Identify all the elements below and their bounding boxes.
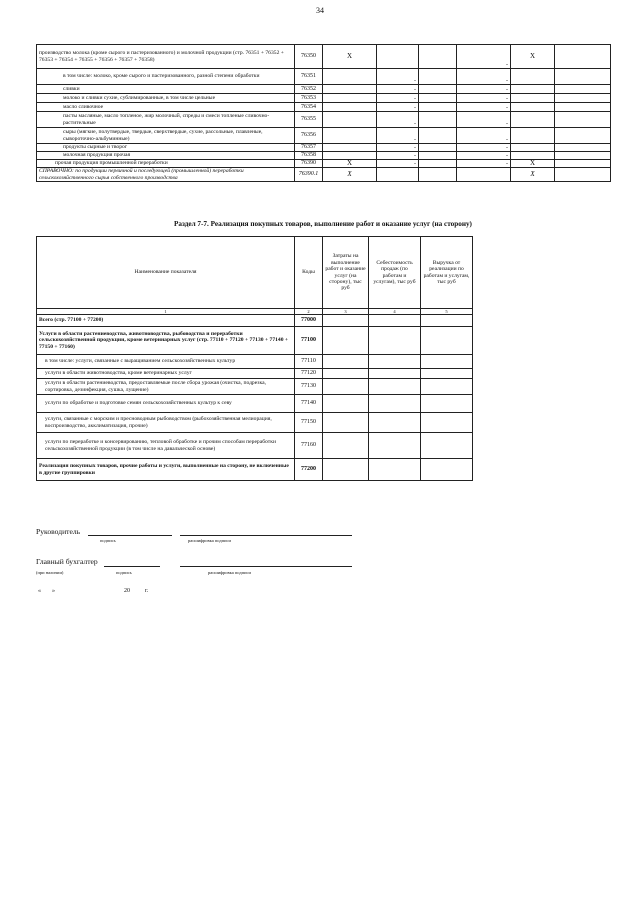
row-cell — [511, 69, 555, 85]
row-value-cell[interactable] — [421, 459, 473, 481]
row-label: услуги по переработке и консервированию, тепловой обработке и прочим способам переработки сельскохозяйственной продукции (в том числе на давальческой основе) — [37, 433, 295, 459]
row-cell — [555, 128, 611, 144]
accountant-sign-caption: подпись — [116, 570, 132, 575]
column-number: 5 — [421, 309, 473, 315]
row-code: 76350 — [295, 45, 323, 69]
row-cell: X — [511, 160, 555, 168]
table-row — [37, 395, 473, 413]
row-cell — [323, 85, 377, 94]
accountant-decode-caption: расшифровка подписи — [208, 570, 251, 575]
row-cell — [419, 94, 457, 103]
row-label: продукты сырные и творог — [37, 144, 295, 152]
row-label: Услуги в области растениеводства, животноводства, рыбоводства и переработки сельскохозяйственной продукции, кроме ветеринарных услуг (стр. 77110 + 77120 + 77130 + 77140 + 77150 + 77160) — [37, 327, 295, 355]
row-value-cell[interactable] — [323, 327, 369, 355]
column-number: 3 — [323, 309, 369, 315]
row-cell: - — [457, 160, 511, 168]
row-value-cell[interactable] — [369, 327, 421, 355]
row-cell — [511, 103, 555, 112]
row-code: 76351 — [295, 69, 323, 85]
row-cell — [377, 168, 419, 182]
row-cell: - — [457, 103, 511, 112]
row-code: 76352 — [295, 85, 323, 94]
row-cell — [555, 94, 611, 103]
header-indicator-name: Наименование показателя — [37, 237, 295, 309]
row-cell: - — [457, 94, 511, 103]
row-value-cell[interactable] — [323, 395, 369, 413]
row-cell — [323, 144, 377, 152]
row-cell: - — [457, 45, 511, 69]
row-value-cell[interactable] — [323, 369, 369, 379]
table-row — [37, 128, 611, 144]
row-value-cell[interactable] — [323, 413, 369, 433]
row-value-cell[interactable] — [421, 369, 473, 379]
row-value-cell[interactable] — [323, 355, 369, 369]
row-cell — [419, 160, 457, 168]
row-value-cell[interactable] — [323, 459, 369, 481]
row-label: молоко и сливки сухие, сублимированные, в том числе цельные — [37, 94, 295, 103]
row-value-cell[interactable] — [421, 379, 473, 395]
row-value-cell[interactable] — [369, 355, 421, 369]
row-code: 77200 — [295, 459, 323, 481]
row-code: 76354 — [295, 103, 323, 112]
row-cell — [511, 85, 555, 94]
table-row — [37, 152, 611, 160]
column-number: 1 — [37, 309, 295, 315]
row-cell — [555, 103, 611, 112]
table-row — [37, 103, 611, 112]
row-cell — [419, 85, 457, 94]
row-value-cell[interactable] — [369, 433, 421, 459]
row-value-cell[interactable] — [421, 315, 473, 327]
row-label: сыры (мягкие, полутвердые, твердые, сверхтвердые, сухие, рассольные, плавленые, сывороточно-альбуминные) — [37, 128, 295, 144]
row-cell — [511, 128, 555, 144]
row-label: молочная продукция прочая — [37, 152, 295, 160]
row-label: в том числе: услуги, связанные с выращиванием сельскохозяйственных культур — [37, 355, 295, 369]
row-cell: - — [377, 112, 419, 128]
table-row — [37, 85, 611, 94]
row-cell — [555, 160, 611, 168]
row-cell — [323, 94, 377, 103]
header-costs: Затраты на выполнение работ и оказание услуг (на сторону), тыс руб — [323, 237, 369, 309]
row-label: производство молока (кроме сырого и пастеризованного) и молочной продукции (стр. 76351 + 76352 + 76353 + 76354 + 76355 + 76356 + 76357 + 76358) — [37, 45, 295, 69]
row-value-cell[interactable] — [369, 413, 421, 433]
row-cell — [377, 45, 419, 69]
row-cell: - — [457, 85, 511, 94]
table-row — [37, 433, 473, 459]
row-cell — [419, 168, 457, 182]
table-row — [37, 69, 611, 85]
row-cell — [419, 45, 457, 69]
row-cell — [323, 152, 377, 160]
date-quote-open: « — [38, 588, 41, 594]
row-value-cell[interactable] — [323, 315, 369, 327]
row-label: услуги в области растениеводства, предоставляемые после сбора урожая (очистка, подрезка, сортировка, дезинфекция, сушка, лущение) — [37, 379, 295, 395]
row-code: 77150 — [295, 413, 323, 433]
row-cell: - — [377, 103, 419, 112]
row-code: 77140 — [295, 395, 323, 413]
row-label: СПРАВОЧНО: по продукции первичной и последующей (промышленной) переработки сельскохозяйственного сырья собственного производства — [37, 168, 295, 182]
row-code: 77130 — [295, 379, 323, 395]
row-label: услуги, связанные с морским и пресноводным рыбоводством (рыбохозяйственная мелиорация, воспроизводство, акклиматизация, прочие) — [37, 413, 295, 433]
row-value-cell[interactable] — [421, 355, 473, 369]
row-label: сливки — [37, 85, 295, 94]
row-cell: X — [511, 45, 555, 69]
accountant-decode-line — [180, 566, 352, 567]
row-value-cell[interactable] — [421, 413, 473, 433]
accountant-label: Главный бухгалтер — [36, 557, 98, 566]
table-row — [37, 315, 473, 327]
table-row — [37, 327, 473, 355]
row-cell — [323, 103, 377, 112]
row-value-cell[interactable] — [369, 379, 421, 395]
row-cell — [555, 168, 611, 182]
row-value-cell[interactable] — [323, 379, 369, 395]
row-label: пасты масляные, масло топленое, жир молочный, спреды и смеси топленые сливочно-растительные — [37, 112, 295, 128]
row-label: в том числе: молоко, кроме сырого и пастеризованного, разной степени обработки — [37, 69, 295, 85]
row-cell: X — [511, 168, 555, 182]
row-code: 76390 — [295, 160, 323, 168]
table-row — [37, 369, 473, 379]
row-code: 76390.1 — [295, 168, 323, 182]
row-cell — [555, 112, 611, 128]
row-cell: X — [323, 168, 377, 182]
row-label: услуги по обработке и подготовке семян сельскохозяйственных культур к севу — [37, 395, 295, 413]
row-cell: - — [377, 160, 419, 168]
row-code: 77110 — [295, 355, 323, 369]
row-cell: - — [457, 112, 511, 128]
row-cell: - — [457, 144, 511, 152]
row-cell — [511, 112, 555, 128]
head-decode-line — [180, 535, 352, 536]
row-cell: - — [377, 94, 419, 103]
row-cell — [419, 144, 457, 152]
column-number: 4 — [369, 309, 421, 315]
row-cell — [555, 85, 611, 94]
row-cell — [323, 128, 377, 144]
row-code: 77160 — [295, 433, 323, 459]
row-cell — [419, 112, 457, 128]
header-revenue: Выручка от реализации по работам и услугам, тыс руб — [421, 237, 473, 309]
row-cell — [555, 152, 611, 160]
head-signature-line — [88, 535, 172, 536]
row-value-cell[interactable] — [369, 395, 421, 413]
row-cell — [323, 112, 377, 128]
head-decode-caption: расшифровка подписи — [188, 538, 231, 543]
table-row — [37, 355, 473, 369]
row-cell — [511, 144, 555, 152]
row-value-cell[interactable] — [369, 315, 421, 327]
row-cell: - — [457, 152, 511, 160]
row-code: 76355 — [295, 112, 323, 128]
row-label: Всего (стр. 77100 + 77200) — [37, 315, 295, 327]
row-label: Реализация покупных товаров, прочие работы и услуги, выполненные на сторону, не включенные в другие группировки — [37, 459, 295, 481]
table-row — [37, 94, 611, 103]
row-code: 76358 — [295, 152, 323, 160]
row-label: услуги в области животноводства, кроме ветеринарных услуг — [37, 369, 295, 379]
table-row — [37, 144, 611, 152]
row-label: масло сливочное — [37, 103, 295, 112]
table-row — [37, 168, 611, 182]
table-row — [37, 45, 611, 69]
section-title: Раздел 7-7. Реализация покупных товаров, выполнение работ и оказание услуг (на сторону) — [174, 220, 472, 228]
row-value-cell[interactable] — [369, 369, 421, 379]
row-cell — [457, 168, 511, 182]
row-cell: - — [457, 128, 511, 144]
row-code: 76356 — [295, 128, 323, 144]
column-number: 2 — [295, 309, 323, 315]
date-year-suffix: г. — [145, 588, 149, 594]
row-cell — [555, 45, 611, 69]
row-cell: - — [377, 85, 419, 94]
production-table — [36, 44, 611, 182]
page-number: 34 — [316, 6, 324, 15]
row-value-cell[interactable] — [421, 433, 473, 459]
row-value-cell[interactable] — [421, 395, 473, 413]
row-cell: - — [377, 144, 419, 152]
row-value-cell[interactable] — [323, 433, 369, 459]
table-row — [37, 160, 611, 168]
header-codes: Коды — [295, 237, 323, 309]
date-year-prefix: 20 — [124, 588, 130, 594]
row-cell: - — [377, 152, 419, 160]
row-label: прочая продукция промышленной переработки — [37, 160, 295, 168]
row-code: 77000 — [295, 315, 323, 327]
row-cell — [419, 103, 457, 112]
row-cell: X — [323, 160, 377, 168]
row-value-cell[interactable] — [421, 327, 473, 355]
row-value-cell[interactable] — [369, 459, 421, 481]
table-row — [37, 459, 473, 481]
accountant-signature-line — [104, 566, 160, 567]
row-cell — [323, 69, 377, 85]
date-quote-close: » — [52, 588, 55, 594]
row-cell: - — [377, 128, 419, 144]
row-cell — [419, 128, 457, 144]
row-code: 77120 — [295, 369, 323, 379]
header-cost-price: Себестоимость продаж (по работам и услугам), тыс руб — [369, 237, 421, 309]
head-sign-caption: подпись — [100, 538, 116, 543]
row-cell: - — [457, 69, 511, 85]
table-row — [37, 379, 473, 395]
table-row — [37, 413, 473, 433]
row-cell: X — [323, 45, 377, 69]
table-row — [37, 112, 611, 128]
row-cell — [511, 152, 555, 160]
row-cell: - — [377, 69, 419, 85]
row-cell — [419, 152, 457, 160]
head-label: Руководитель — [36, 527, 81, 536]
row-cell — [419, 69, 457, 85]
row-cell — [511, 94, 555, 103]
accountant-note-caption: (при наличии) — [36, 570, 64, 575]
row-cell — [555, 69, 611, 85]
row-code: 76357 — [295, 144, 323, 152]
row-code: 77100 — [295, 327, 323, 355]
services-table — [36, 236, 473, 481]
row-code: 76353 — [295, 94, 323, 103]
row-cell — [555, 144, 611, 152]
